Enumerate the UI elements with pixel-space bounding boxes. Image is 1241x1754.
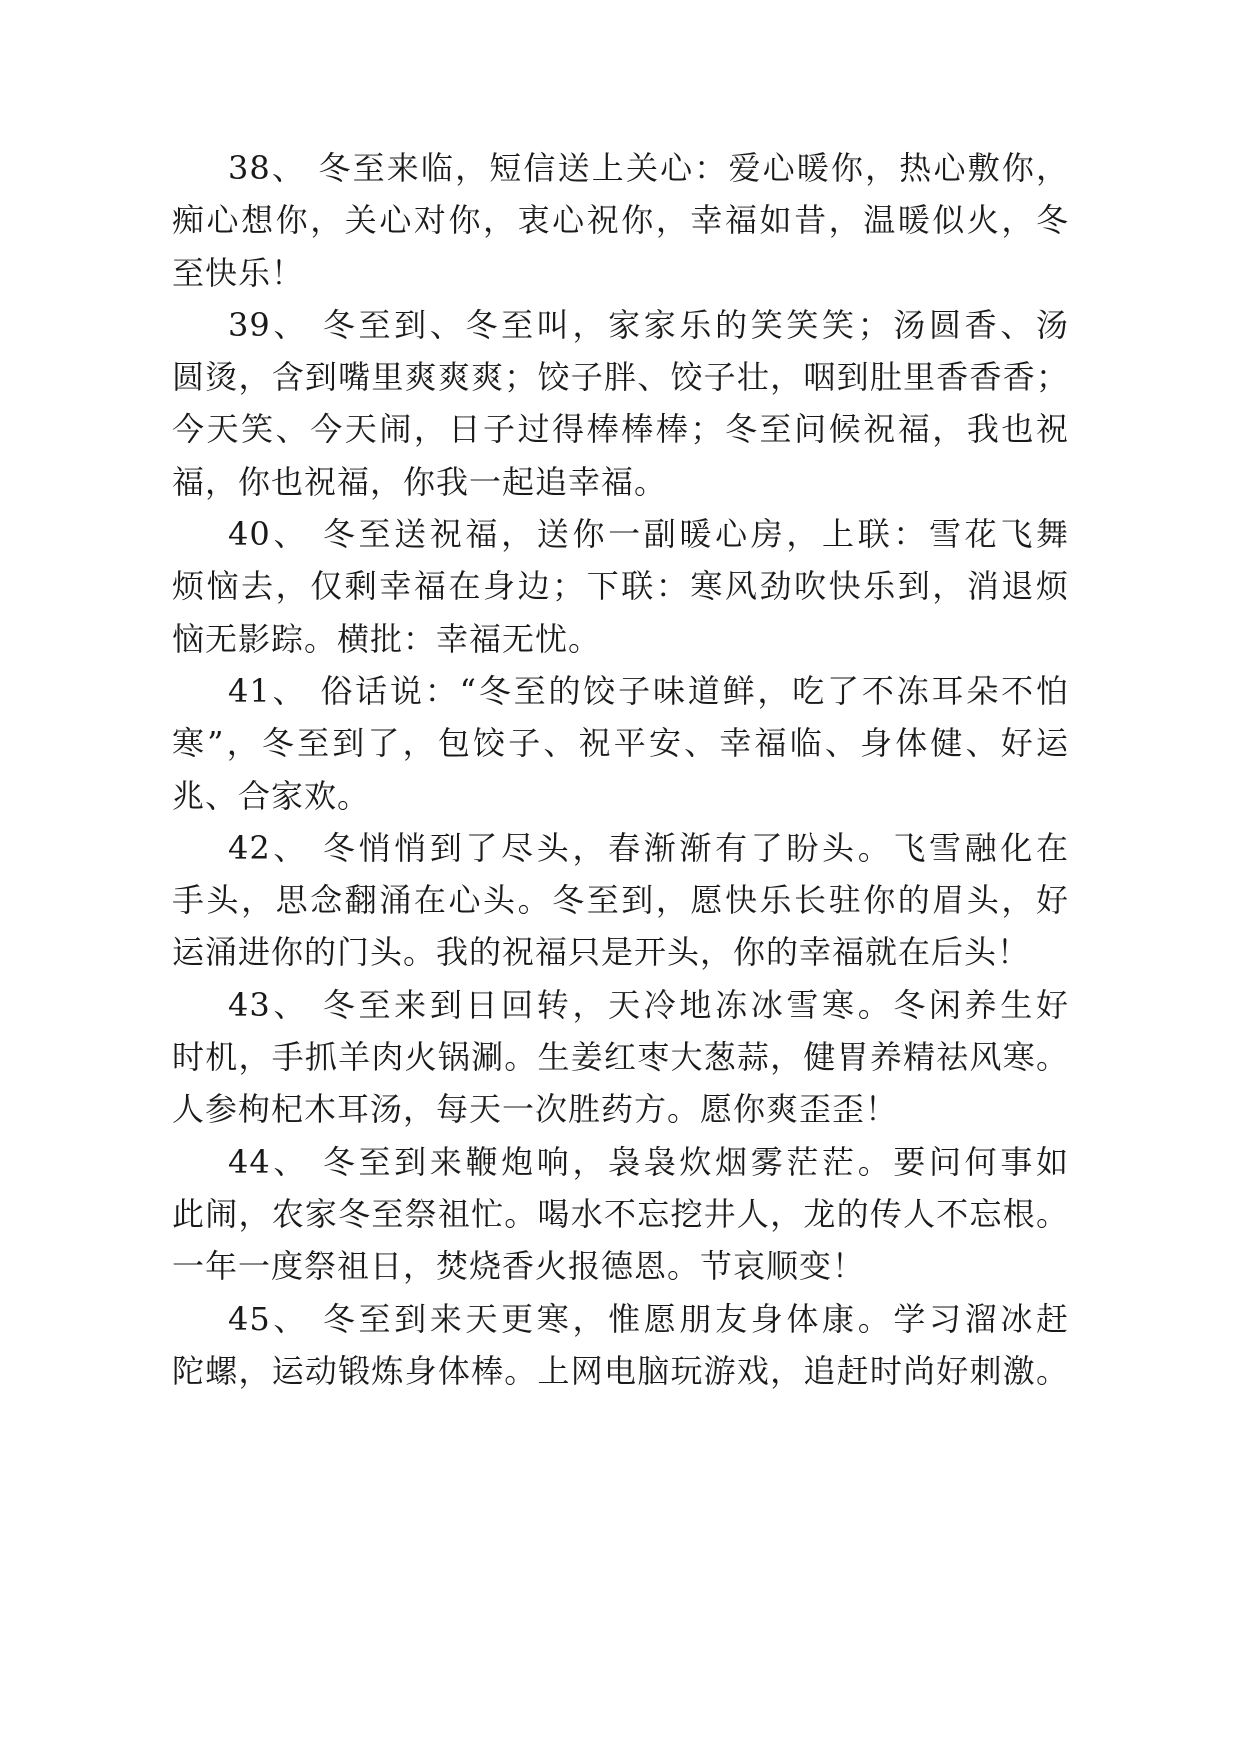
paragraph-40-line-3: 恼无影踪。横批：幸福无忧。 [172, 619, 602, 658]
paragraph-44-line-3: 一年一度祭祖日，焚烧香火报德恩。节哀顺变！ [172, 1247, 866, 1286]
paragraph-42-line-3: 运涌进你的门头。我的祝福只是开头，你的幸福就在后头！ [172, 933, 1031, 972]
paragraph-42-line-1: 42、 冬悄悄到了尽头，春渐渐有了盼头。飞雪融化在 [228, 828, 1069, 867]
paragraph-45-line-2: 陀螺，运动锻炼身体棒。上网电脑玩游戏，追赶时尚好刺激。 [172, 1351, 1069, 1390]
paragraph-43-line-1: 43、 冬至来到日回转，天冷地冻冰雪寒。冬闲养生好 [228, 985, 1069, 1024]
paragraph-40-line-2: 烦恼去，仅剩幸福在身边；下联：寒风劲吹快乐到，消退烦 [172, 567, 1069, 606]
paragraph-39-line-4: 福，你也祝福，你我一起追幸福。 [172, 462, 668, 501]
paragraph-43-line-2: 时机，手抓羊肉火锅涮。生姜红枣大葱蒜，健胃养精祛风寒。 [172, 1038, 1069, 1077]
paragraph-44 [172, 1136, 1069, 1293]
paragraph-39-line-3: 今天笑、今天闹，日子过得棒棒棒；冬至问候祝福，我也祝 [172, 410, 1069, 449]
paragraph-39-line-2: 圆烫，含到嘴里爽爽爽；饺子胖、饺子壮，咽到肚里香香香； [172, 358, 1069, 397]
paragraph-41-line-2: 寒”，冬至到了，包饺子、祝平安、幸福临、身体健、好运 [172, 724, 1069, 763]
paragraph-40 [172, 508, 1069, 665]
paragraph-38-line-2: 痴心想你，关心对你，衷心祝你，幸福如昔，温暖似火，冬 [172, 201, 1069, 240]
paragraph-42 [172, 822, 1069, 979]
paragraph-38-line-1: 38、 冬至来临，短信送上关心：爱心暖你，热心敷你， [228, 149, 1069, 187]
paragraph-42-line-2: 手头，思念翻涌在心头。冬至到，愿快乐长驻你的眉头，好 [172, 881, 1069, 920]
paragraph-43-line-3: 人参枸杞木耳汤，每天一次胜药方。愿你爽歪歪！ [172, 1090, 899, 1129]
paragraph-44-line-1: 44、 冬至到来鞭炮响，袅袅炊烟雾茫茫。要问何事如 [228, 1142, 1069, 1181]
paragraph-44-line-2: 此闹，农家冬至祭祖忙。喝水不忘挖井人，龙的传人不忘根。 [172, 1194, 1069, 1233]
paragraph-41-line-1: 41、 俗话说：“冬至的饺子味道鲜，吃了不冻耳朵不怕 [228, 671, 1069, 710]
paragraph-45-line-1: 45、 冬至到来天更寒，惟愿朋友身体康。学习溜冰赶 [228, 1299, 1069, 1338]
paragraph-45 [172, 1293, 1069, 1398]
paragraph-38 [172, 142, 1069, 299]
paragraph-38-line-3: 至快乐！ [172, 253, 305, 292]
paragraph-41 [172, 665, 1069, 822]
paragraph-40-line-1: 40、 冬至送祝福，送你一副暖心房，上联：雪花飞舞 [228, 515, 1069, 554]
document-body [172, 142, 1069, 1397]
paragraph-41-line-3: 兆、合家欢。 [172, 776, 371, 815]
paragraph-39 [172, 299, 1069, 508]
paragraph-39-line-1: 39、 冬至到、冬至叫，家家乐的笑笑笑；汤圆香、汤 [228, 305, 1069, 344]
paragraph-43 [172, 979, 1069, 1136]
